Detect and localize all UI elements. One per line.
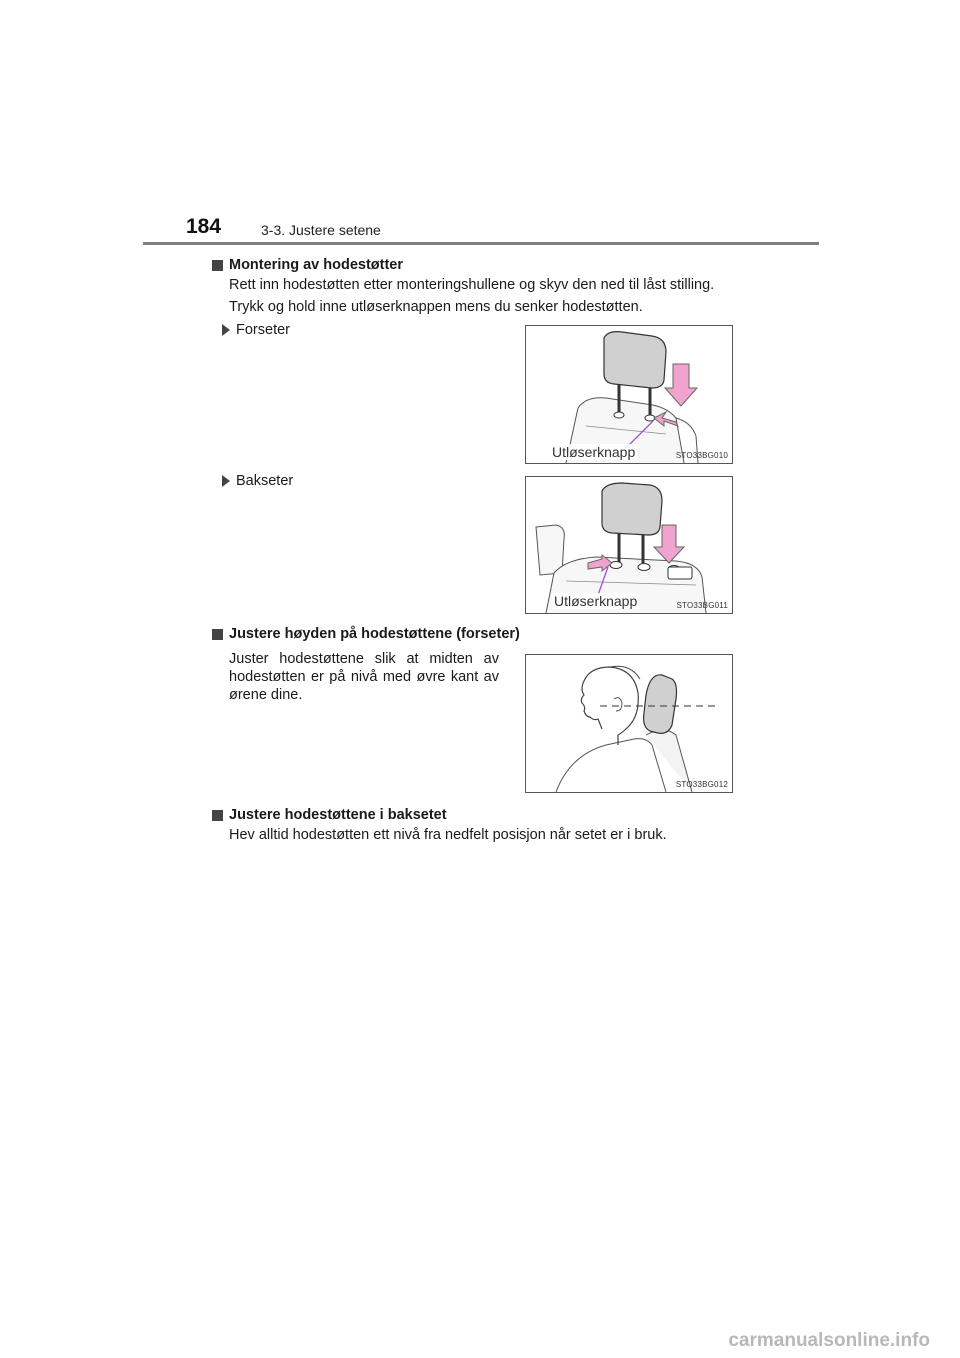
- front-figure-code: STO33BG010: [675, 451, 728, 460]
- square-bullet-icon: [212, 629, 223, 640]
- section-title: 3-3. Justere setene: [261, 222, 381, 238]
- mounting-instruction-2: Trykk og hold inne utløserknappen mens du senker hodestøtten.: [229, 299, 643, 315]
- square-bullet-icon: [212, 810, 223, 821]
- heading-mounting-text: Montering av hodestøtter: [229, 257, 404, 273]
- heading-height-adjust: [212, 626, 520, 642]
- rear-headrests-text: Hev alltid hodestøtten ett nivå fra nedfelt posisjon når setet er i bruk.: [229, 827, 667, 843]
- figure-head-position: [525, 654, 733, 793]
- mounting-instruction-1: Rett inn hodestøtten etter monteringshullene og skyv den ned til låst stilling.: [229, 277, 715, 293]
- watermark: carmanualsonline.info: [728, 1330, 930, 1351]
- front-seat-item: [222, 322, 290, 338]
- figure-front-seat: [525, 325, 733, 464]
- rear-seat-item: [222, 473, 293, 489]
- heading-mounting: [212, 257, 403, 273]
- triangle-bullet-icon: [222, 475, 230, 487]
- rear-release-button-callout: Utløserknapp: [554, 593, 638, 609]
- heading-rear-headrests-text: Justere hodestøttene i baksetet: [229, 807, 447, 823]
- heading-height-adjust-text: Justere høyden på hodestøttene (forseter): [229, 626, 520, 642]
- head-figure-code: STO33BG012: [675, 780, 728, 789]
- front-seat-illustration: [526, 326, 732, 463]
- height-adjust-text: Juster hodestøttene slik at midten av hodestøtten er på nivå med øvre kant av ørene dine.: [229, 651, 499, 703]
- page-number: 184: [186, 215, 222, 238]
- rear-figure-code: STO33BG011: [676, 601, 728, 610]
- rear-seat-label: Bakseter: [236, 473, 294, 489]
- header-rule: [143, 242, 819, 245]
- triangle-bullet-icon: [222, 324, 230, 336]
- head-position-illustration: [526, 655, 732, 792]
- square-bullet-icon: [212, 260, 223, 271]
- figure-rear-seat: [525, 476, 733, 614]
- heading-rear-headrests: [212, 807, 447, 823]
- front-release-button-callout: Utløserknapp: [552, 444, 636, 460]
- front-seat-label: Forseter: [236, 322, 290, 338]
